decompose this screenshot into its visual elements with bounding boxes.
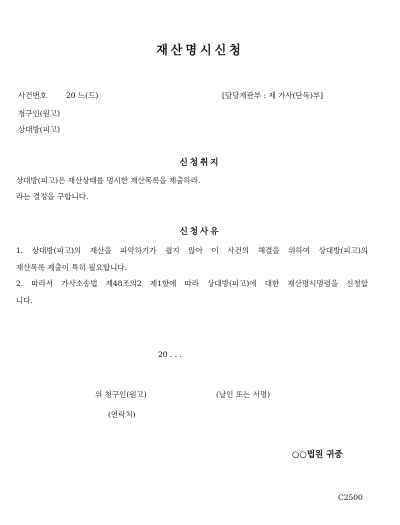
division-label: [담당재판부 : 제 가사(단독)부] [222,91,324,100]
reason-line: 니다. [16,296,33,305]
reason-line: 1. 상대방(피고)의 재산을 파악하기가 쉽지 않아 이 사건의 해결을 위하여 상대방(피고)의 [16,246,368,255]
reason-line: 2. 따라서 가사소송법 제48조의2 제1항에 따라 상대방(피고)에 대한 재산명시명령을 신청합 [16,279,368,288]
case-number-value: 20 느(드) [66,91,99,100]
reason-line: 재산목록 제출이 특히 필요합니다. [16,263,127,272]
form-code: C2500 [338,493,363,502]
contact-label: (연락처) [108,410,136,419]
respondent-label: 상대방(피고) [18,125,61,134]
case-number-label: 사건번호 [18,91,47,100]
document-title: 재산명시신청 [156,43,244,57]
reason-heading: 신청사유 [179,227,221,237]
purpose-line: 상대방(피고)은 재산상태를 명시한 재산목록을 제출하라. [16,176,201,185]
purpose-line: 라는 결정을 구합니다. [16,192,89,201]
seal-note: (날인 또는 서명) [216,390,271,399]
court-addressee: ○○법원 귀중 [292,450,343,460]
date-line: 20 . . . [158,350,182,359]
signer-label: 위 청구인(원고) [95,390,147,399]
applicant-label: 청구인(원고) [18,109,61,118]
purpose-heading: 신청취지 [179,158,221,168]
